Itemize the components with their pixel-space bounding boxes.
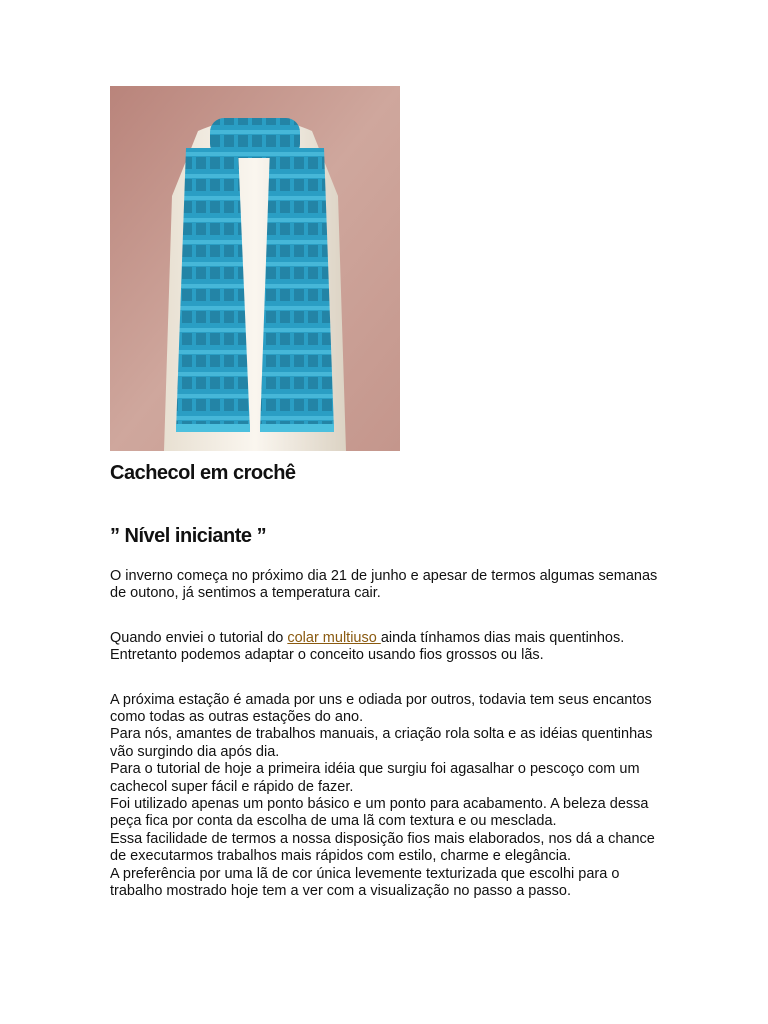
body-line: A preferência por uma lã de cor única levemente texturizada que escolhi para o trabalho mostrado hoje tem a ver com a visualização no passo a passo.	[110, 865, 620, 900]
body-line: Essa facilidade de termos a nossa disposição fios mais elaborados, nos dá a chance de executarmos trabalhos mais rápidos com estilo, charme e elegância.	[110, 830, 655, 865]
body-line: A próxima estação é amada por uns e odiada por outros, todavia tem seus encantos como todas as outras estações do ano.	[110, 691, 652, 726]
paragraph-tutorial-line2: Entretanto podemos adaptar o conceito usando fios grossos ou lãs.	[110, 647, 544, 664]
paragraph-intro: O inverno começa no próximo dia 21 de junho e apesar de termos algumas semanas de outono, já sentimos a temperatura cair.	[110, 568, 658, 602]
body-line: Foi utilizado apenas um ponto básico e um ponto para acabamento. A beleza dessa peça fica por conta da escolha de uma lã com textura e ou mesclada.	[110, 796, 649, 830]
scarf-photo-illustration	[110, 86, 400, 451]
paragraph-tutorial	[110, 630, 670, 665]
article-subtitle: ” Nível iniciante ”	[110, 525, 267, 547]
article	[110, 86, 670, 901]
scarf-photo	[110, 86, 400, 451]
paragraph-tutorial-prefix: Quando enviei o tutorial do	[110, 629, 288, 646]
paragraph-body	[110, 692, 670, 901]
body-line: Para nós, amantes de trabalhos manuais, a criação rola solta e as idéias quentinhas vão surgindo dia após dia.	[110, 726, 653, 760]
article-title: Cachecol em crochê	[110, 462, 296, 484]
paragraph-tutorial-suffix: ainda tínhamos dias mais quentinhos.	[380, 629, 625, 646]
colar-multiuso-link[interactable]: colar multiuso	[287, 629, 381, 646]
body-line: Para o tutorial de hoje a primeira idéia que surgiu foi agasalhar o pescoço com um cachecol super fácil e rápido de fazer.	[110, 761, 640, 795]
